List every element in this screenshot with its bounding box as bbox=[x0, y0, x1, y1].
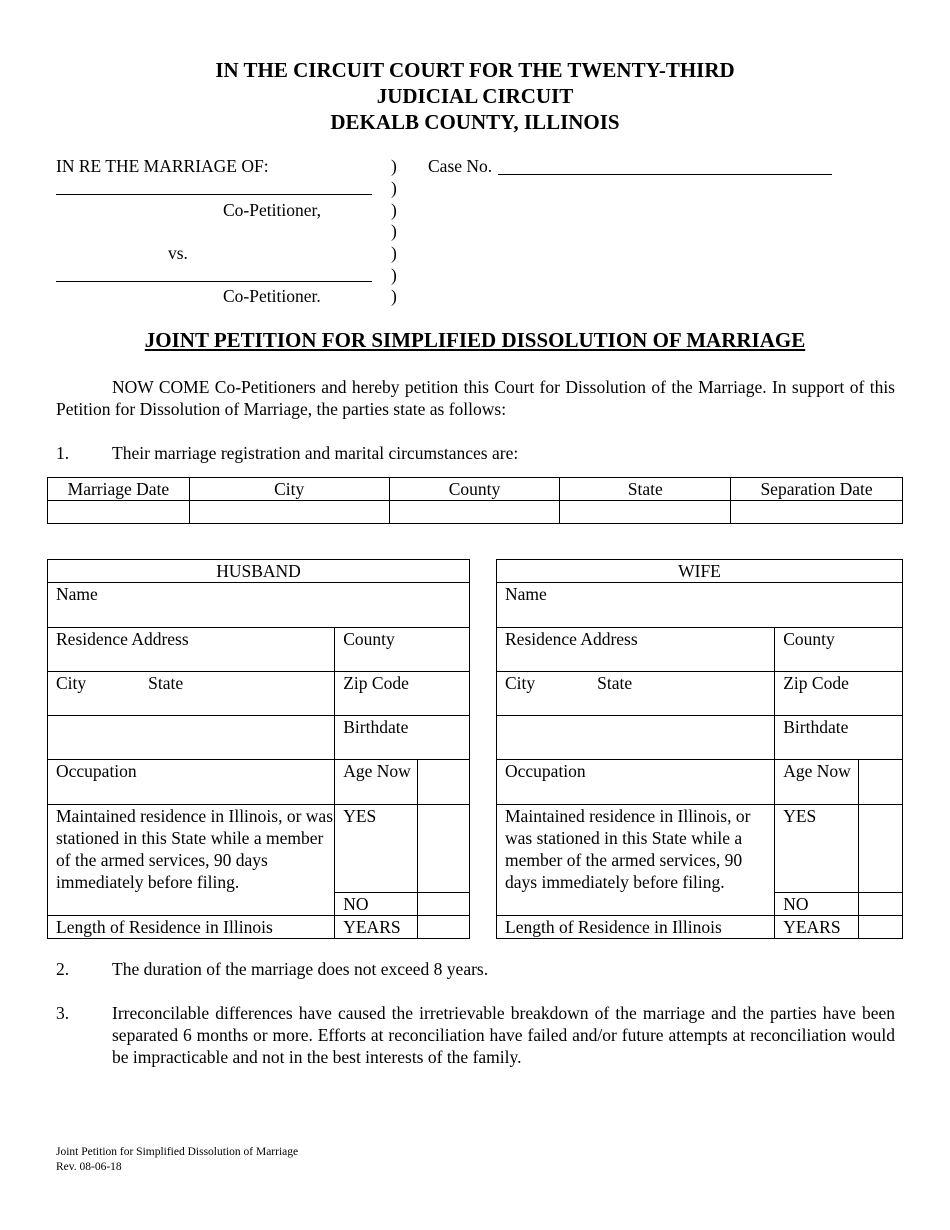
item-2-number: 2. bbox=[56, 959, 70, 979]
husband-table bbox=[47, 559, 470, 939]
header-county: County bbox=[389, 478, 560, 501]
footer-form-name: Joint Petition for Simplified Dissolution of Marriage bbox=[56, 1146, 299, 1158]
wife-no-checkbox[interactable] bbox=[859, 893, 903, 916]
wife-county-field[interactable] bbox=[775, 628, 903, 672]
husband-years-field[interactable] bbox=[418, 916, 470, 939]
husband-address-field[interactable] bbox=[48, 628, 335, 672]
wife-table bbox=[496, 559, 903, 939]
maintained-residence-label: Maintained residence in Illinois, or was stationed in this State while a member of the armed services, 90 days immediately before filing. bbox=[48, 805, 335, 916]
no-label: NO bbox=[775, 893, 859, 916]
years-label: YEARS bbox=[775, 916, 859, 939]
header-marriage-date: Marriage Date bbox=[48, 478, 190, 501]
name-label: Name bbox=[505, 584, 547, 604]
husband-occupation-field[interactable] bbox=[48, 760, 335, 805]
intro-text: NOW COME Co-Petitioners and hereby petition this Court for Dissolution of the Marriage. In support of this Petition for Dissolution of Marriage, the parties state as follows: bbox=[56, 377, 895, 419]
caption-paren: ) bbox=[391, 221, 397, 241]
wife-name-field[interactable] bbox=[497, 583, 903, 628]
vs-label: vs. bbox=[168, 243, 188, 263]
item-3-text: Irreconcilable differences have caused the irretrievable breakdown of the marriage and the parties have been separated 6 months or more. Efforts at reconciliation have failed and/or future attempts at reconciliation would be impracticable and not in the best interests of the family. bbox=[112, 1003, 895, 1067]
occupation-label: Occupation bbox=[505, 761, 586, 781]
caption-paren: ) bbox=[391, 200, 397, 220]
intro-paragraph bbox=[56, 376, 895, 420]
court-header bbox=[0, 57, 950, 135]
husband-city-state-field[interactable] bbox=[48, 672, 335, 716]
footer-revision: Rev. 08-06-18 bbox=[56, 1161, 122, 1173]
in-re-label: IN RE THE MARRIAGE OF: bbox=[56, 156, 269, 176]
length-residence-label: Length of Residence in Illinois bbox=[497, 916, 775, 939]
birthdate-label: Birthdate bbox=[343, 717, 409, 737]
husband-birthdate-field[interactable] bbox=[335, 716, 470, 760]
wife-city-state-field[interactable] bbox=[497, 672, 775, 716]
item-1-number: 1. bbox=[56, 443, 70, 463]
wife-yes-checkbox[interactable] bbox=[859, 805, 903, 893]
caption-paren: ) bbox=[391, 178, 397, 198]
wife-zip-field[interactable] bbox=[775, 672, 903, 716]
caption-paren: ) bbox=[391, 286, 397, 306]
item-3-number: 3. bbox=[56, 1003, 70, 1023]
co-petitioner-2-name-line[interactable] bbox=[56, 281, 372, 282]
maintained-residence-label: Maintained residence in Illinois, or was stationed in this State while a member of the armed services, 90 days immediately before filing. bbox=[497, 805, 775, 916]
city-field[interactable] bbox=[189, 501, 389, 524]
wife-age-field[interactable] bbox=[859, 760, 903, 805]
case-no-line[interactable] bbox=[498, 174, 832, 175]
wife-birthdate-field[interactable] bbox=[775, 716, 903, 760]
footer bbox=[56, 1145, 298, 1175]
county-label: County bbox=[343, 629, 395, 649]
county-field[interactable] bbox=[389, 501, 560, 524]
item-1-text: Their marriage registration and marital circumstances are: bbox=[112, 443, 519, 463]
husband-name-field[interactable] bbox=[48, 583, 470, 628]
item-2-text: The duration of the marriage does not exceed 8 years. bbox=[112, 959, 489, 979]
name-label: Name bbox=[56, 584, 98, 604]
wife-occupation-field[interactable] bbox=[497, 760, 775, 805]
header-separation-date: Separation Date bbox=[731, 478, 903, 501]
city-label: City bbox=[505, 673, 536, 693]
state-field[interactable] bbox=[560, 501, 731, 524]
state-label: State bbox=[597, 673, 633, 693]
residence-address-label: Residence Address bbox=[56, 629, 189, 649]
years-label: YEARS bbox=[335, 916, 418, 939]
separation-date-field[interactable] bbox=[731, 501, 903, 524]
zip-code-label: Zip Code bbox=[343, 673, 409, 693]
zip-code-label: Zip Code bbox=[783, 673, 849, 693]
case-no-label: Case No. bbox=[428, 156, 493, 176]
document-title: JOINT PETITION FOR SIMPLIFIED DISSOLUTION OF MARRIAGE bbox=[144, 328, 806, 352]
birthdate-label: Birthdate bbox=[783, 717, 849, 737]
state-label: State bbox=[148, 673, 184, 693]
age-now-label: Age Now bbox=[335, 760, 418, 805]
marriage-date-field[interactable] bbox=[48, 501, 190, 524]
caption-paren: ) bbox=[391, 243, 397, 263]
header-state: State bbox=[560, 478, 731, 501]
residence-address-label: Residence Address bbox=[505, 629, 638, 649]
occupation-label: Occupation bbox=[56, 761, 137, 781]
husband-zip-field[interactable] bbox=[335, 672, 470, 716]
yes-label: YES bbox=[775, 805, 859, 893]
age-now-label: Age Now bbox=[775, 760, 859, 805]
husband-age-field[interactable] bbox=[418, 760, 470, 805]
header-city: City bbox=[189, 478, 389, 501]
husband-no-checkbox[interactable] bbox=[418, 893, 470, 916]
wife-blank-cell[interactable] bbox=[497, 716, 775, 760]
husband-blank-cell[interactable] bbox=[48, 716, 335, 760]
court-header-line1: IN THE CIRCUIT COURT FOR THE TWENTY-THIRD bbox=[215, 58, 735, 82]
length-residence-label: Length of Residence in Illinois bbox=[48, 916, 335, 939]
no-label: NO bbox=[335, 893, 418, 916]
city-label: City bbox=[56, 673, 87, 693]
husband-county-field[interactable] bbox=[335, 628, 470, 672]
registration-table bbox=[47, 477, 903, 524]
husband-title: HUSBAND bbox=[48, 560, 470, 583]
yes-label: YES bbox=[335, 805, 418, 893]
court-header-line3: DEKALB COUNTY, ILLINOIS bbox=[330, 110, 620, 134]
wife-title: WIFE bbox=[497, 560, 903, 583]
caption-paren: ) bbox=[391, 156, 397, 176]
wife-address-field[interactable] bbox=[497, 628, 775, 672]
husband-yes-checkbox[interactable] bbox=[418, 805, 470, 893]
court-header-line2: JUDICIAL CIRCUIT bbox=[376, 84, 574, 108]
caption-paren: ) bbox=[391, 265, 397, 285]
co-petitioner-2-label: Co-Petitioner. bbox=[223, 286, 321, 306]
co-petitioner-1-name-line[interactable] bbox=[56, 194, 372, 195]
wife-years-field[interactable] bbox=[859, 916, 903, 939]
county-label: County bbox=[783, 629, 835, 649]
co-petitioner-1-label: Co-Petitioner, bbox=[223, 200, 321, 220]
